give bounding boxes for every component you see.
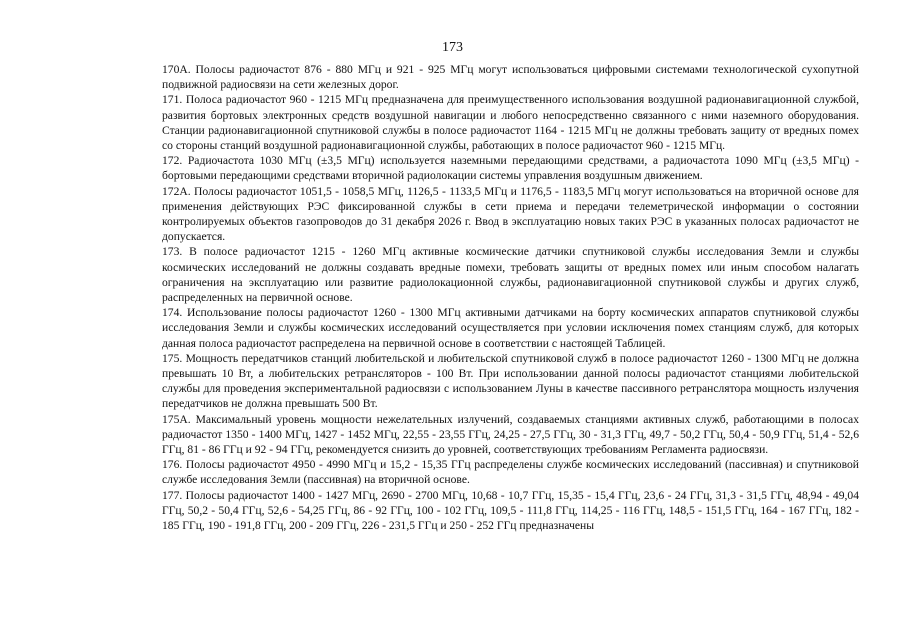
paragraph-173: 173. В полосе радиочастот 1215 - 1260 МГц активные космические датчики спутниковой службы исследования Земли и службы космических исследований не должны создавать вредные помехи, требовать защиты от вредных помех или иным способом налагать ограничения на эксплуатацию или развитие радиолокационной службы, радионавигационной спутниковой службы и других служб, распределенных на первичной основе. xyxy=(162,245,859,305)
paragraph-172: 172. Радиочастота 1030 МГц (±3,5 МГц) используется наземными передающими средствами, а радиочастота 1090 МГц (±3,5 МГц) - бортовыми передающими средствами вторичной радиолокации системы управления воздушным движением. xyxy=(162,154,859,183)
paragraph-176: 176. Полосы радиочастот 4950 - 4990 МГц и 15,2 - 15,35 ГГц распределены службе космических исследований (пассивная) и спутниковой службе исследования Земли (пассивная) на вторичной основе. xyxy=(162,458,859,487)
paragraph-177: 177. Полосы радиочастот 1400 - 1427 МГц, 2690 - 2700 МГц, 10,68 - 10,7 ГГц, 15,35 - 15,4 ГГц, 23,6 - 24 ГГц, 31,3 - 31,5 ГГц, 48,94 - 49,04 ГГц, 50,2 - 50,4 ГГц, 52,6 - 54,25 ГГц, 86 - 92 ГГц, 100 - 102 ГГц, 109,5 - 111,8 ГГц, 114,25 - 116 ГГц, 148,5 - 151,5 ГГц, 164 - 167 ГГц, 182 - 185 ГГц, 190 - 191,8 ГГц, 200 - 209 ГГц, 226 - 231,5 ГГц и 250 - 252 ГГц предназначены xyxy=(162,488,859,533)
paragraph-172a: 172А. Полосы радиочастот 1051,5 - 1058,5 МГц, 1126,5 - 1133,5 МГц и 1176,5 - 1183,5 МГц могут использоваться на вторичной основе для применения действующих РЭС фиксированной службы в сети приема и передачи телеметрической информации о состоянии контролируемых объектов газопроводов до 31 декабря 2026 г. Ввод в эксплуатацию новых таких РЭС в указанных полосах радиочастот не допускается. xyxy=(162,184,859,244)
document-body xyxy=(162,62,859,533)
paragraph-174: 174. Использование полосы радиочастот 1260 - 1300 МГц активными датчиками на борту космических аппаратов спутниковой службы исследования Земли и службы космических исследований осуществляется при условии исключения помех станциям служб, для которых данная полоса радиочастот распределена на первичной основе в соответствии с настоящей Таблицей. xyxy=(162,306,859,350)
page-number: 173 xyxy=(442,40,463,55)
paragraph-175: 175. Мощность передатчиков станций любительской и любительской спутниковой служб в полосе радиочастот 1260 - 1300 МГц не должна превышать 10 Вт, а любительских ретрансляторов - 100 Вт. При использовании данной полосы радиочастот станциями любительской службы для проведения экспериментальной радиосвязи с использованием Луны в качестве пассивного ретранслятора мощность излучения передатчиков не должна превышать 500 Вт. xyxy=(162,351,859,411)
paragraph-171: 171. Полоса радиочастот 960 - 1215 МГц предназначена для преимущественного использования воздушной радионавигационной службой, развития бортовых электронных средств воздушной навигации и любого непосредственно связанного с ними наземного оборудования. Станции радионавигационной спутниковой службы в полосе радиочастот 1164 - 1215 МГц не должны требовать защиту от вредных помех со стороны станций воздушной радионавигационной службы, работающих в полосе радиочастот 960 - 1215 МГц. xyxy=(162,93,859,153)
paragraph-170a: 170А. Полосы радиочастот 876 - 880 МГц и 921 - 925 МГц могут использоваться цифровыми системами технологической сухопутной подвижной радиосвязи на сети железных дорог. xyxy=(162,63,859,92)
paragraph-175a: 175А. Максимальный уровень мощности нежелательных излучений, создаваемых станциями активных служб, работающими в полосах радиочастот 1350 - 1400 МГц, 1427 - 1452 МГц, 22,55 - 23,55 ГГц, 24,25 - 27,5 ГГц, 30 - 31,3 ГГц, 49,7 - 50,2 ГГц, 50,4 - 50,9 ГГц, 51,4 - 52,6 ГГц, 81 - 86 ГГц и 92 - 94 ГГц, рекомендуется снизить до уровней, соответствующих требованиям Регламента радиосвязи. xyxy=(162,412,859,457)
